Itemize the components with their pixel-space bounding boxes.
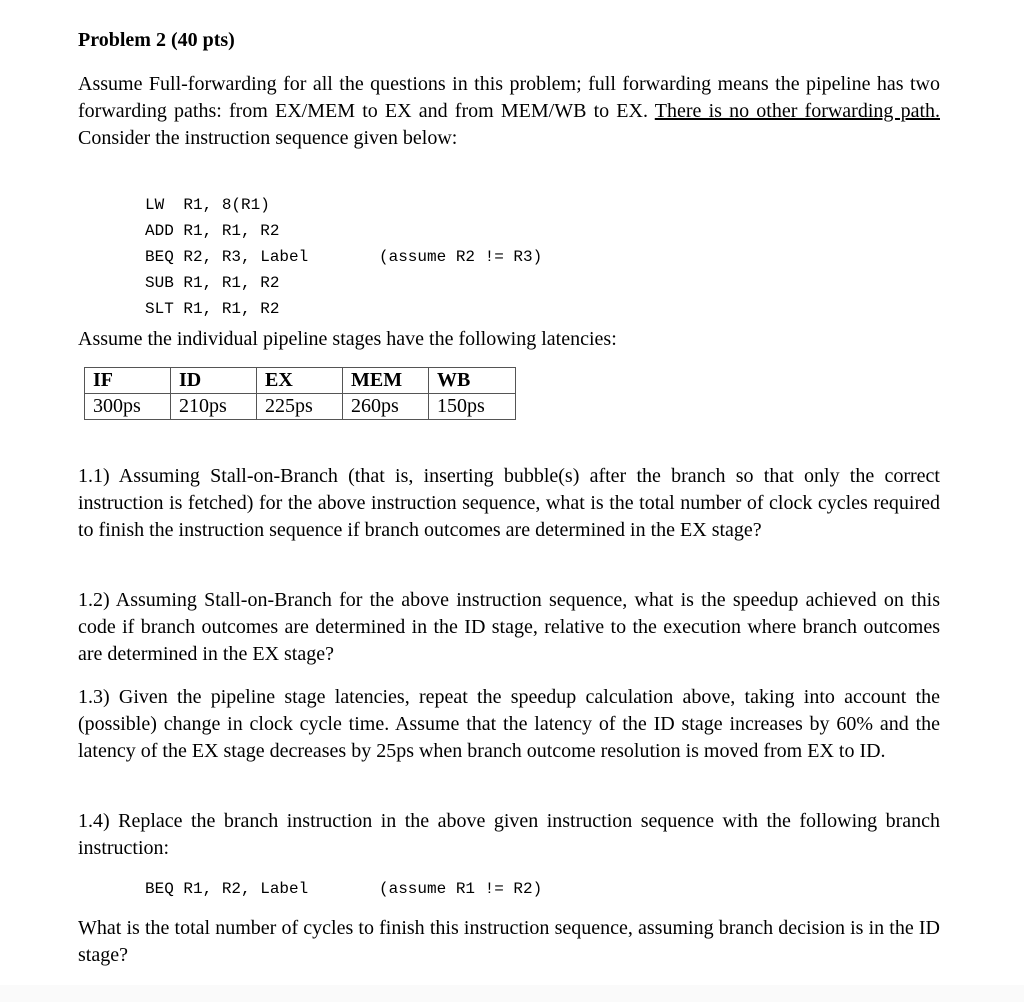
intro-after: Consider the instruction sequence given below: — [78, 127, 458, 149]
question-1-3: 1.3) Given the pipeline stage latencies, repeat the speedup calculation above, taking into account the (possible) change in clock cycle time. Assume that the latency of the ID stage increases by 60% and the latency of the EX stage decreases by 25ps when branch outcome resolution is moved from EX to ID. — [78, 686, 940, 762]
problem-title: Problem 2 (40 pts) — [78, 29, 235, 51]
final-question: What is the total number of cycles to finish this instruction sequence, assuming branch decision is in the ID stage? — [78, 917, 940, 966]
table-header: IF — [85, 368, 171, 394]
table-header: WB — [429, 368, 516, 394]
code-line: ADD R1, R1, R2 — [145, 222, 280, 240]
table-cell: 300ps — [85, 394, 171, 420]
table-cell: 150ps — [429, 394, 516, 420]
table-header: MEM — [343, 368, 429, 394]
latency-table — [84, 367, 516, 420]
code-line: LW R1, 8(R1) — [145, 196, 270, 214]
intro-text: Assume Full-forwarding for all the questions in this problem; full forwarding means the pipeline has two forwarding paths: from EX/MEM to EX and from MEM/WB to EX. — [78, 73, 940, 122]
table-cell: 210ps — [171, 394, 257, 420]
latency-intro: Assume the individual pipeline stages have the following latencies: — [78, 328, 617, 350]
table-header: ID — [171, 368, 257, 394]
code-line: BEQ R2, R3, Label (assume R2 != R3) — [145, 244, 308, 270]
table-header-row — [85, 368, 516, 394]
table-cell: 225ps — [257, 394, 343, 420]
code-line: SUB R1, R1, R2 — [145, 274, 280, 292]
intro-underlined: There is no other forwarding path. — [654, 100, 940, 122]
intro-paragraph — [78, 71, 940, 152]
code-line: SLT R1, R1, R2 — [145, 300, 280, 318]
table-header: EX — [257, 368, 343, 394]
code-line: BEQ R1, R2, Label — [145, 880, 309, 898]
instruction-sequence — [145, 166, 543, 322]
question-1-2: 1.2) Assuming Stall-on-Branch for the above instruction sequence, what is the speedup achieved on this code if branch outcomes are determined in the ID stage, relative to the execution where branch outcomes are determined in the EX stage? — [78, 589, 940, 665]
page-bottom-edge — [0, 985, 1024, 1002]
replacement-branch — [145, 876, 543, 902]
table-cell: 260ps — [343, 394, 429, 420]
code-note: (assume R1 != R2) — [379, 880, 543, 898]
table-row — [85, 394, 516, 420]
code-note: (assume R2 != R3) — [379, 248, 543, 266]
question-1-4: 1.4) Replace the branch instruction in the above given instruction sequence with the following branch instruction: — [78, 810, 940, 859]
question-1-1: 1.1) Assuming Stall-on-Branch (that is, inserting bubble(s) after the branch so that only the correct instruction is fetched) for the above instruction sequence, what is the total number of clock cycles required to finish the instruction sequence if branch outcomes are determined in the EX stage? — [78, 465, 940, 541]
